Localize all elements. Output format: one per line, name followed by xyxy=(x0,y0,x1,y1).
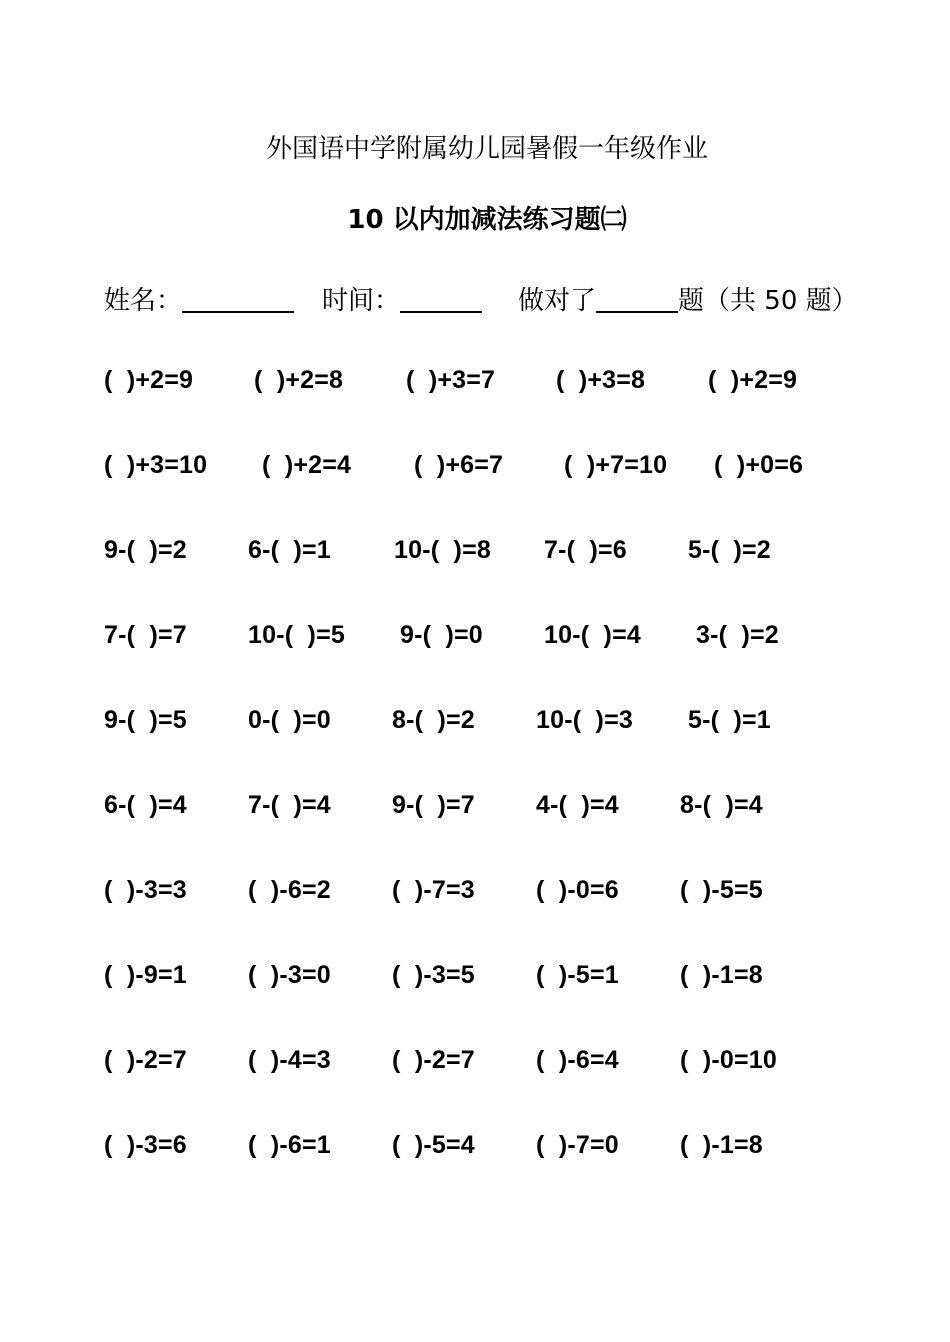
math-problem: ( )-1=8 xyxy=(680,1131,763,1159)
name-label: 姓名： xyxy=(104,286,183,316)
math-problem: 5-( )=2 xyxy=(688,536,771,564)
math-problem: ( )-0=6 xyxy=(536,876,619,904)
math-problem: 10-( )=5 xyxy=(248,621,345,649)
math-problem: ( )-6=4 xyxy=(536,1046,619,1074)
math-problem: 4-( )=4 xyxy=(536,791,619,819)
problem-row xyxy=(104,961,904,995)
math-problem: 9-( )=2 xyxy=(104,536,187,564)
math-problem: 0-( )=0 xyxy=(248,706,331,734)
math-problem: ( )-7=3 xyxy=(392,876,475,904)
math-problem: ( )-3=3 xyxy=(104,876,187,904)
math-problem: ( )+0=6 xyxy=(714,451,804,479)
problem-row xyxy=(104,876,904,910)
math-problem: ( )-5=1 xyxy=(536,961,619,989)
math-problem: 10-( )=4 xyxy=(544,621,641,649)
math-problem: ( )-4=3 xyxy=(248,1046,331,1074)
math-problem: ( )+3=10 xyxy=(104,451,208,479)
problem-row xyxy=(104,536,904,570)
score-field xyxy=(518,280,858,317)
math-problem: ( )-3=0 xyxy=(248,961,331,989)
math-problem: ( )-6=1 xyxy=(248,1131,331,1159)
score-blank[interactable] xyxy=(596,283,678,313)
math-problem: ( )+7=10 xyxy=(564,451,668,479)
math-problem: 6-( )=4 xyxy=(104,791,187,819)
math-problem: 7-( )=4 xyxy=(248,791,331,819)
name-blank[interactable] xyxy=(182,283,294,313)
math-problem: ( )+2=4 xyxy=(262,451,352,479)
math-problem: ( )-5=4 xyxy=(392,1131,475,1159)
math-problem: 7-( )=6 xyxy=(544,536,627,564)
math-problem: ( )+3=8 xyxy=(556,366,646,394)
problem-row xyxy=(104,706,904,740)
math-problem: ( )-2=7 xyxy=(392,1046,475,1074)
math-problem: 8-( )=2 xyxy=(392,706,475,734)
time-field xyxy=(322,280,482,317)
math-problem: ( )+3=7 xyxy=(406,366,496,394)
math-problem: 9-( )=0 xyxy=(400,621,483,649)
math-problem: ( )+2=9 xyxy=(708,366,798,394)
problem-row xyxy=(104,451,904,485)
page-title: 外国语中学附属幼儿园暑假一年级作业 xyxy=(265,134,708,164)
math-problem: ( )+2=9 xyxy=(104,366,194,394)
problem-row xyxy=(104,366,904,400)
problem-row xyxy=(104,1046,904,1080)
math-problem: ( )-2=7 xyxy=(104,1046,187,1074)
math-problem: 6-( )=1 xyxy=(248,536,331,564)
math-problem: 8-( )=4 xyxy=(680,791,763,819)
page-subtitle: 10 以内加减法练习题㈡ xyxy=(347,205,627,235)
time-label: 时间： xyxy=(322,286,401,316)
problem-row xyxy=(104,621,904,655)
name-field xyxy=(104,280,294,317)
math-problem: ( )-6=2 xyxy=(248,876,331,904)
math-problem: ( )-0=10 xyxy=(680,1046,777,1074)
total-label: 题（共 50 题） xyxy=(678,286,858,316)
math-problem: ( )+2=8 xyxy=(254,366,344,394)
math-problem: ( )-9=1 xyxy=(104,961,187,989)
math-problem: 7-( )=7 xyxy=(104,621,187,649)
math-problem: 9-( )=5 xyxy=(104,706,187,734)
problem-row xyxy=(104,1131,904,1165)
math-problem: ( )-3=5 xyxy=(392,961,475,989)
math-problem: ( )-1=8 xyxy=(680,961,763,989)
math-problem: ( )+6=7 xyxy=(414,451,504,479)
math-problem: ( )-3=6 xyxy=(104,1131,187,1159)
problem-row xyxy=(104,791,904,825)
math-problem: 10-( )=3 xyxy=(536,706,633,734)
correct-label: 做对了 xyxy=(518,286,597,316)
math-problem: ( )-7=0 xyxy=(536,1131,619,1159)
math-problem: 5-( )=1 xyxy=(688,706,771,734)
math-problem: 3-( )=2 xyxy=(696,621,779,649)
math-problem: 10-( )=8 xyxy=(394,536,491,564)
math-problem: 9-( )=7 xyxy=(392,791,475,819)
math-problem: ( )-5=5 xyxy=(680,876,763,904)
time-blank[interactable] xyxy=(400,283,482,313)
